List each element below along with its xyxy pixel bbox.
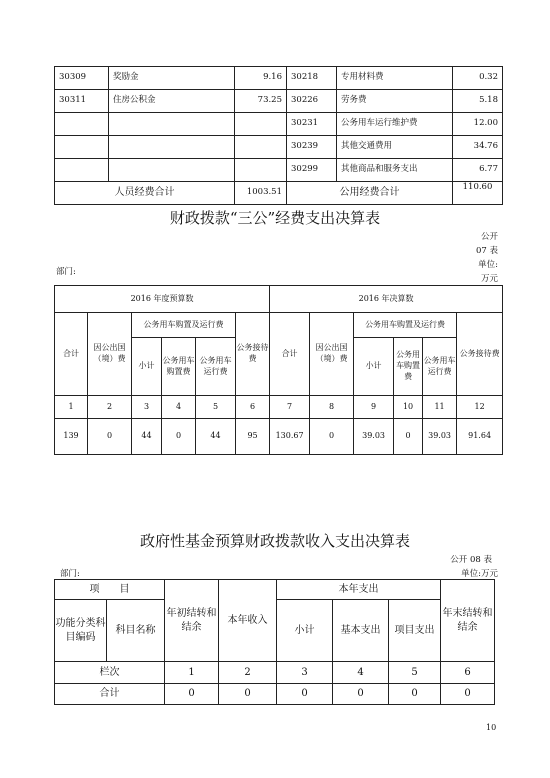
unit-label: 单位: [478,260,498,270]
project-expense-header: 项目支出 [389,600,441,662]
cell: 39.03 [354,419,394,455]
cell: 3 [277,662,333,684]
car-purchase-header: 公务用车购置费 [162,338,196,396]
cell: 奖励金 [109,67,235,90]
cell: 30226 [287,90,337,113]
cell: 8 [310,396,354,419]
basic-expense-table [54,66,503,205]
income-header: 本年收入 [219,580,277,662]
cell: 2 [219,662,277,684]
cell: 11 [423,396,457,419]
cell [55,113,109,136]
cell: 0 [165,684,219,705]
totals-row [55,684,495,705]
expense-header: 本年支出 [277,580,441,600]
cell [55,159,109,182]
table-row [55,159,503,182]
table-number-label: 07 表 [475,246,498,256]
cell: 0.32 [453,67,503,90]
cell: 12 [457,396,503,419]
cell [109,136,235,159]
cell: 30218 [287,67,337,90]
reception-header: 公务接待费 [457,313,503,396]
cell: 0 [441,684,495,705]
cell: 5 [389,662,441,684]
item-header: 项 目 [55,580,165,600]
cell: 公务用车运行维护费 [337,113,453,136]
final-header: 2016 年决算数 [270,286,503,313]
row-label: 栏次 [55,662,165,684]
cell: 95 [236,419,270,455]
subtotal-header: 小计 [277,600,333,662]
cell: 130.67 [270,419,310,455]
unit-label: 单位:万元 [461,569,498,579]
cell: 6 [441,662,495,684]
car-header: 公务用车购置及运行费 [354,313,457,338]
cell: 7 [270,396,310,419]
cell: 劳务费 [337,90,453,113]
personnel-total-label: 人员经费合计 [55,182,235,205]
total-header: 合计 [270,313,310,396]
cell: 10 [394,396,423,419]
cell: 5 [196,396,236,419]
subject-name-header: 科目名称 [107,600,165,662]
budget-header: 2016 年度预算数 [55,286,270,313]
cell [55,136,109,159]
public-number-label: 公开 08 表 [450,555,492,565]
cell [109,159,235,182]
car-operation-header: 公务用车运行费 [196,338,236,396]
fund-table-title: 政府性基金预算财政拨款收入支出决算表 [139,532,410,550]
column-number-row [55,662,495,684]
function-code-header: 功能分类科目编码 [55,600,107,662]
values-row [55,419,503,455]
car-operation-header: 公务用车运行费 [423,338,457,396]
three-public-title: 财政拨款“三公”经费支出决算表 [169,209,381,227]
cell: 30311 [55,90,109,113]
cell: 0 [389,684,441,705]
cell: 4 [162,396,196,419]
public-number-label: 公开 [480,232,498,242]
cell: 0 [277,684,333,705]
department-label: 部门: [56,267,76,277]
cell: 34.76 [453,136,503,159]
cell: 6.77 [453,159,503,182]
cell: 1 [165,662,219,684]
table-row [55,90,503,113]
cell [109,113,235,136]
cell: 0 [88,419,132,455]
subtotal-header: 小计 [354,338,394,396]
cell: 9.16 [235,67,287,90]
totals-row [55,182,503,205]
reception-header: 公务接待费 [236,313,270,396]
public-total-label: 公用经费合计 [287,182,453,205]
cell: 0 [162,419,196,455]
cell [235,113,287,136]
header-row [55,313,503,338]
cell [235,136,287,159]
cell: 6 [236,396,270,419]
cell: 1 [55,396,88,419]
cell: 30231 [287,113,337,136]
column-number-row [55,396,503,419]
cell: 0 [394,419,423,455]
car-header: 公务用车购置及运行费 [132,313,236,338]
cell: 其他商品和服务支出 [337,159,453,182]
cell: 12.00 [453,113,503,136]
cell: 0 [310,419,354,455]
cell: 139 [55,419,88,455]
total-label: 合计 [55,684,165,705]
cell [235,159,287,182]
cell: 9 [354,396,394,419]
public-total-value: 110.60 [453,182,503,205]
cell: 39.03 [423,419,457,455]
department-label: 部门: [60,569,80,579]
cell: 3 [132,396,162,419]
table-row [55,136,503,159]
cell: 91.64 [457,419,503,455]
total-header: 合计 [55,313,88,396]
cell: 0 [219,684,277,705]
table-row [55,67,503,90]
three-public-table [54,285,503,455]
cell: 30299 [287,159,337,182]
header-row [55,286,503,313]
cell: 44 [132,419,162,455]
ending-balance-header: 年末结转和结余 [441,580,495,662]
cell: 住房公积金 [109,90,235,113]
cell: 44 [196,419,236,455]
subtotal-header: 小计 [132,338,162,396]
cell: 5.18 [453,90,503,113]
unit-value: 万元 [480,274,498,284]
opening-balance-header: 年初结转和结余 [165,580,219,662]
cell: 0 [333,684,389,705]
basic-expense-header: 基本支出 [333,600,389,662]
personnel-total-value: 1003.51 [235,182,287,205]
cell: 73.25 [235,90,287,113]
header-row [55,580,495,600]
cell: 4 [333,662,389,684]
abroad-header: 因公出国（境）费 [310,313,354,396]
cell: 30309 [55,67,109,90]
government-fund-table [54,579,495,705]
cell: 2 [88,396,132,419]
car-purchase-header: 公务用车购置费 [394,338,423,396]
cell: 其他交通费用 [337,136,453,159]
cell: 专用材料费 [337,67,453,90]
cell: 30239 [287,136,337,159]
table-row [55,113,503,136]
page-number: 10 [486,723,497,732]
abroad-header: 因公出国（境）费 [88,313,132,396]
